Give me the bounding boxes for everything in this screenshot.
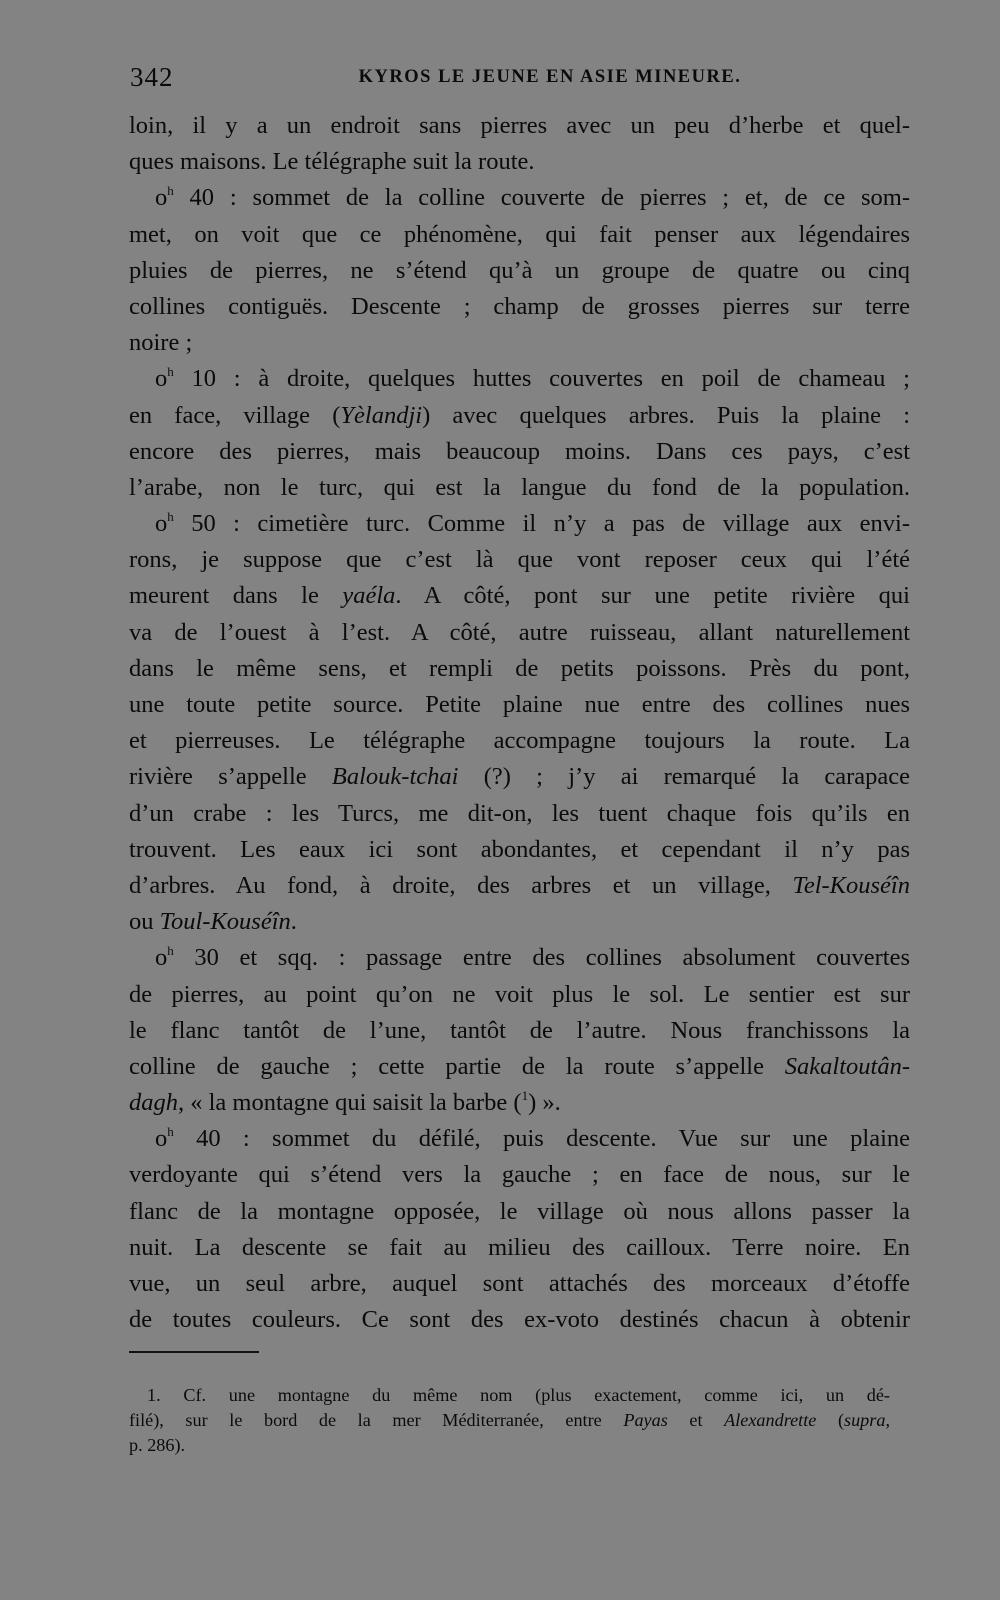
text-line: verdoyante qui s’étend vers la gauche ; en face de nous, sur le bbox=[129, 1161, 910, 1189]
text-line: nuit. La descente se fait au milieu des cailloux. Terre noire. En bbox=[129, 1233, 910, 1261]
footnote-ref: 1 bbox=[521, 1088, 529, 1104]
text-line: $o^h$ 40 : sommet de la colline couverte de pierres ; et, de ce som- bbox=[155, 183, 910, 212]
text-line: met, on voit que ce phénomène, qui fait penser aux légendaires bbox=[129, 220, 910, 248]
running-title: KYROS LE JEUNE EN ASIE MINEURE. bbox=[358, 67, 742, 87]
text-line: le flanc tantôt de l’une, tantôt de l’autre. Nous franchissons la bbox=[129, 1016, 910, 1044]
text-line: noire ; bbox=[129, 329, 193, 357]
footnote-line: p. 286). bbox=[129, 1435, 186, 1455]
text-line: loin, il y a un endroit sans pierres avec un peu d’herbe et quel- bbox=[129, 112, 910, 139]
text-line: dagh, « la montagne qui saisit la barbe ($^1$) ». bbox=[129, 1088, 561, 1117]
footnote-rule bbox=[129, 1351, 259, 1353]
page-header bbox=[130, 60, 910, 94]
page-number: 342 bbox=[130, 62, 174, 92]
text-line: encore des pierres, mais beaucoup moins. Dans ces pays, c’est bbox=[129, 437, 910, 465]
text-line: vue, un seul arbre, auquel sont attachés des morceaux d’étoffe bbox=[129, 1270, 910, 1297]
text-line: $o^h$ 40 : sommet du défilé, puis descente. Vue sur une plaine bbox=[155, 1124, 910, 1153]
text-line: et pierreuses. Le télégraphe accompagne toujours la route. La bbox=[129, 727, 910, 755]
footnote-line: filé), sur le bord de la mer Méditerranée, entre Payas et Alexandrette (supra, bbox=[129, 1410, 890, 1430]
footnote-line: 1. Cf. une montagne du même nom (plus exactement, comme ici, un dé- bbox=[147, 1385, 890, 1405]
text-line: collines contiguës. Descente ; champ de grosses pierres sur terre bbox=[129, 292, 910, 320]
text-line: d’un crabe : les Turcs, me dit-on, les tuent chaque fois qu’ils en bbox=[129, 799, 910, 827]
footnote bbox=[129, 1383, 890, 1458]
text-line: $o^h$ 30 et sqq. : passage entre des collines absolument couvertes bbox=[155, 943, 910, 972]
text-line: flanc de la montagne opposée, le village où nous allons passer la bbox=[129, 1197, 910, 1225]
text-line: va de l’ouest à l’est. A côté, autre ruisseau, allant naturellement bbox=[129, 618, 910, 646]
text-line: colline de gauche ; cette partie de la route s’appelle Sakaltoutân- bbox=[129, 1052, 910, 1080]
text-line: trouvent. Les eaux ici sont abondantes, et cependant il n’y pas bbox=[129, 835, 910, 863]
text-line: l’arabe, non le turc, qui est la langue du fond de la population. bbox=[129, 473, 910, 501]
text-line: rivière s’appelle Balouk-tchai (?) ; j’y ai remarqué la carapace bbox=[129, 763, 911, 791]
text-line: dans le même sens, et rempli de petits poissons. Près du pont, bbox=[129, 654, 910, 682]
text-line: de pierres, au point qu’on ne voit plus le sol. Le sentier est sur bbox=[129, 980, 910, 1008]
text-line: meurent dans le yaéla. A côté, pont sur une petite rivière qui bbox=[129, 582, 910, 610]
text-line: $o^h$ 50 : cimetière turc. Comme il n’y a pas de village aux envi- bbox=[155, 509, 910, 538]
text-line: d’arbres. Au fond, à droite, des arbres et un village, Tel-Kouséîn bbox=[129, 871, 910, 899]
text-line: ques maisons. Le télégraphe suit la route. bbox=[129, 148, 535, 176]
body-text bbox=[129, 108, 910, 1338]
text-line: rons, je suppose que c’est là que vont reposer ceux qui l’été bbox=[129, 546, 910, 574]
text-line: une toute petite source. Petite plaine nue entre des collines nues bbox=[129, 691, 910, 718]
text-line: pluies de pierres, ne s’étend qu’à un groupe de quatre ou cinq bbox=[129, 256, 910, 284]
text-line: en face, village (Yèlandji) avec quelques arbres. Puis la plaine : bbox=[129, 401, 910, 429]
text-line: $o^h$ 10 : à droite, quelques huttes couvertes en poil de chameau ; bbox=[155, 364, 910, 393]
text-line: de toutes couleurs. Ce sont des ex-voto destinés chacun à obtenir bbox=[129, 1306, 910, 1334]
text-line: ou Toul-Kouséîn. bbox=[129, 908, 297, 936]
